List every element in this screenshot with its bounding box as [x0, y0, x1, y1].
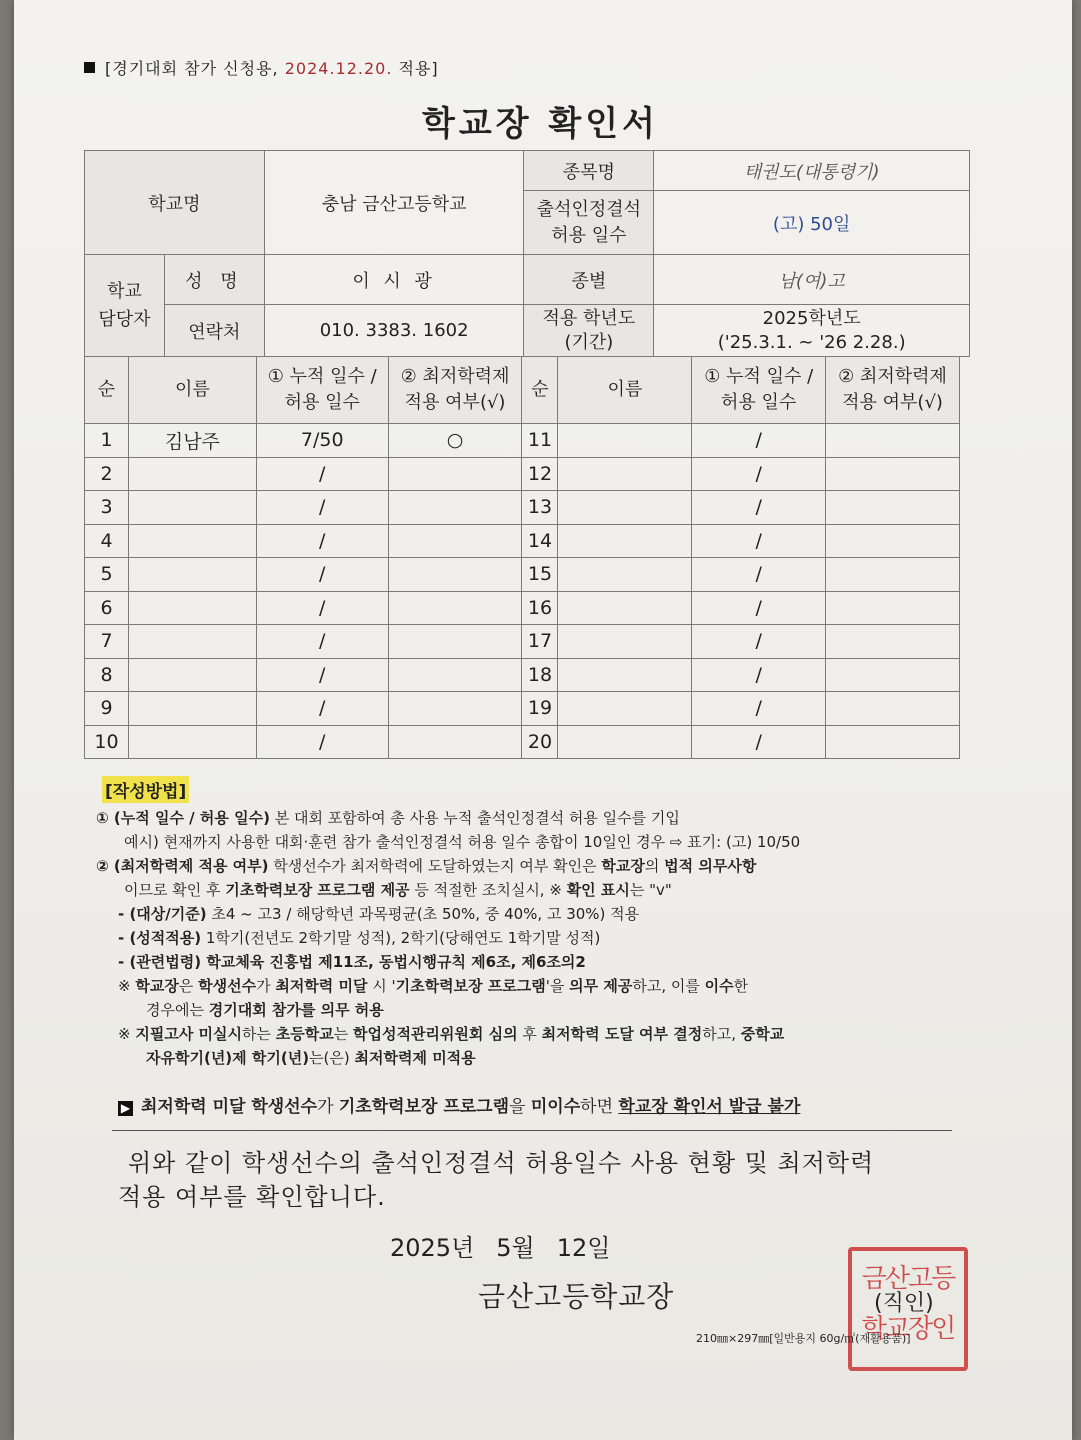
seal-label: (직인) [874, 1291, 934, 1316]
school-name-value: 충남 금산고등학교 [264, 151, 524, 255]
phone-label: 연락처 [164, 305, 264, 357]
table-row: 2 / 12 / [85, 457, 960, 491]
absence-days-label: 출석인정결석 허용 일수 [524, 191, 654, 255]
category-label: 종별 [524, 255, 654, 305]
principal-title: 금산고등학교장 [478, 1280, 675, 1313]
absence-days-value: (고) 50일 [654, 191, 970, 255]
section-divider [112, 1130, 952, 1131]
table-row: 5 / 15 / [85, 558, 960, 592]
table-row: 6 / 16 / [85, 591, 960, 625]
table-row: 8 / 18 / [85, 658, 960, 692]
academic-year-value: 2025학년도 ('25.3.1. ~ '26 2.28.) [654, 305, 970, 357]
form-usage-header: [경기대회 참가 신청용, 2024.12.20. 적용] [84, 56, 439, 79]
header-date: 2024.12.20. [284, 59, 393, 78]
contact-person-label: 학교 담당자 [85, 255, 165, 357]
instructions-title: [작성방법] [102, 776, 189, 803]
contact-name-value: 이 시 광 [264, 255, 524, 305]
academic-year-label: 적용 학년도 (기간) [524, 305, 654, 357]
arrow-box-icon: ▶ [118, 1101, 133, 1116]
athlete-table-header: 순 이름 ① 누적 일수 / 허용 일수 ② 최저학력제 적용 여부(√) 순 이름 ① 누적 일수 / 허용 일수 ② 최저학력제 적용 여부(√) [85, 357, 960, 424]
school-info-table [84, 150, 970, 357]
sport-label: 종목명 [524, 151, 654, 191]
table-row: 9 / 19 / [85, 692, 960, 726]
category-value: 남(여)고 [654, 255, 970, 305]
school-name-label: 학교명 [85, 151, 265, 255]
bullet-square-icon [84, 62, 95, 73]
official-seal-stamp: 금산고등 학교장인 [848, 1247, 968, 1371]
instructions-text: ① (누적 일수 / 허용 일수) 본 대회 포함하여 총 사용 누적 출석인정결석 허용 일수를 기입 예시) 현재까지 사용한 대회·훈련 참가 출석인정결석 허용 일수 총합이 10일인 경우 ⇨ 표기: (고) 10/50 ② (최저학력제 적용 여부) 학생선수가 최저학력에 도달하였는지 여부 확인은 학교장의 법적 의무사항 이므로 확인 후 기초학력보장 프로그램 제공 등 적절한 조치실시, ※ 확인 표시는 "v" - (대상/기준) 초4 ~ 고3 / 해당학년 과목평균(초 50%, 중 40%, 고 30%) 적용 - (성적적용) 1학기(전년도 2학기말 성적), 2학기(당해연도 1학기말 성적) - (관련법령) 학교체육 진흥법 제11조, 동법시행규칙 제6조, 제6조의2 ※ 학교장은 학생선수가 최저학력 미달 시 '기초학력보장 프로그램'을 의무 제공하고, 이를 이수한 경우에는 경기대회 참가를 의무 허용 ※ 지필고사 미실시하는 초등학교는 학업성적관리위원회 심의 후 최저학력 도달 여부 결정하고, 중학교 자유학기(년)제 학기(년)는(은) 최저학력제 미적용 [96, 809, 801, 1067]
table-row: 4 / 14 / [85, 524, 960, 558]
confirmation-date: 2025년 5월 12일 [390, 1234, 611, 1262]
table-row: 1 김남주 7/50 ○ 11 / [85, 424, 960, 458]
table-row: 10 / 20 / [85, 725, 960, 759]
table-row: 3 / 13 / [85, 491, 960, 525]
sport-value: 태권도(대통령기) [654, 151, 970, 191]
warning-notice: ▶ 최저학력 미달 학생선수가 기초학력보장 프로그램을 미이수하면 학교장 확인서 발급 불가 [118, 1092, 800, 1117]
athlete-table [84, 356, 960, 759]
document-title: 학교장 확인서 [422, 104, 659, 144]
contact-name-label: 성 명 [164, 255, 264, 305]
confirmation-statement: 위와 같이 학생선수의 출석인정결석 허용일수 사용 현황 및 최저학력 적용 여부를 확인합니다. [118, 1149, 875, 1211]
phone-value: 010. 3383. 1602 [264, 305, 524, 357]
table-row: 7 / 17 / [85, 625, 960, 659]
paper-size-note: 210㎜×297㎜[일반용지 60g/㎡(재활용품)] [696, 1332, 911, 1345]
